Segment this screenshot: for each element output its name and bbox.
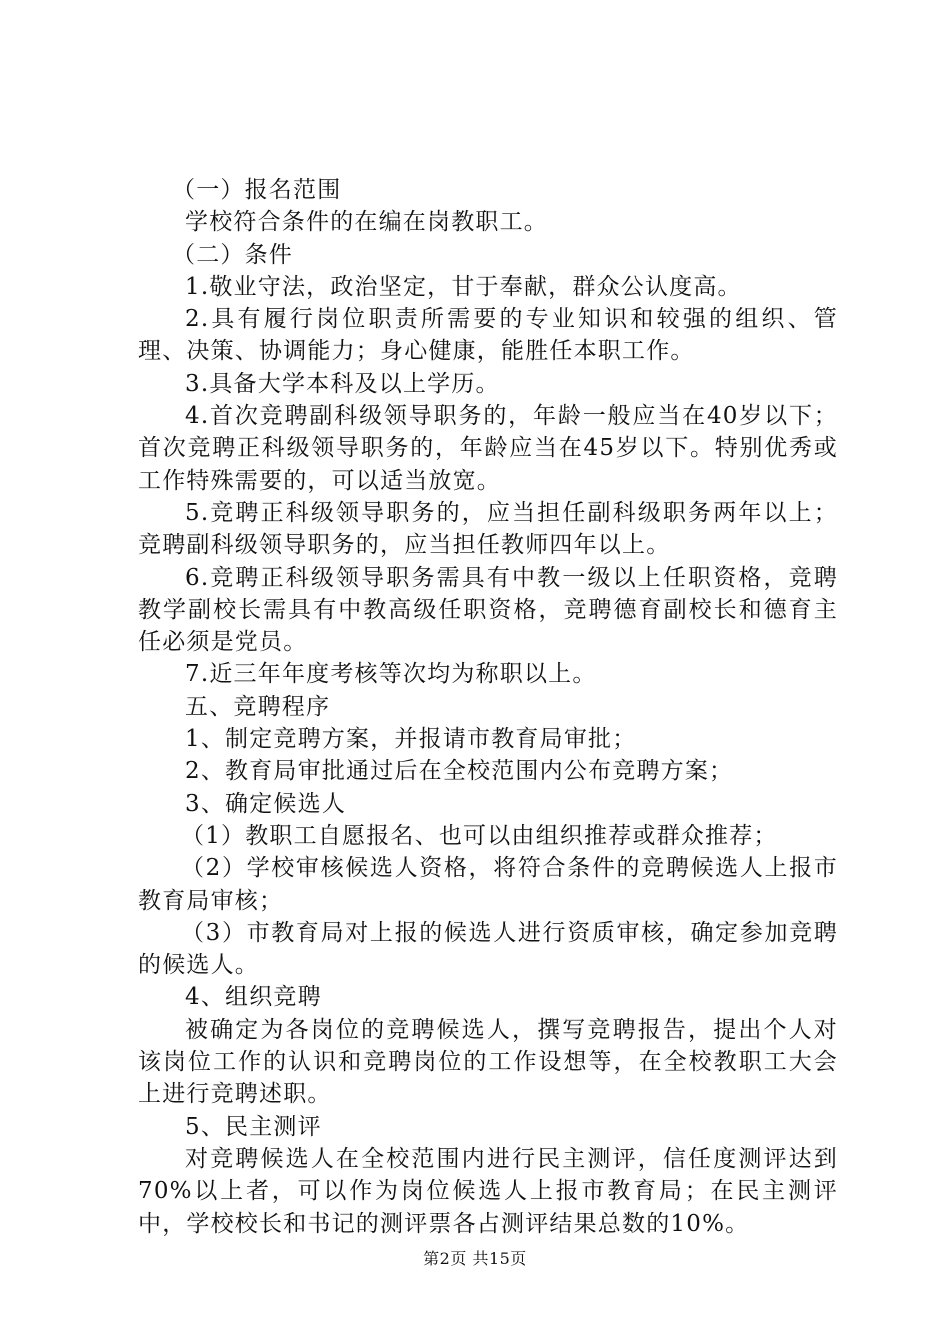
paragraph-condition-6: 6.竞聘正科级领导职务需具有中教一级以上任职资格，竞聘教学副校长需具有中教高级任职资格，竞聘德育副校长和德育主任必须是党员。 xyxy=(138,564,838,656)
paragraph-registration-scope: 学校符合条件的在编在岗教职工。 xyxy=(185,209,548,236)
paragraph-condition-5: 5.竞聘正科级领导职务的，应当担任副科级职务两年以上；竞聘副科级领导职务的，应当担任教师四年以上。 xyxy=(138,499,838,559)
paragraph-procedure-1: 1、制定竞聘方案，并报请市教育局审批； xyxy=(185,726,637,753)
paragraph-procedure-3-1: （1）教职工自愿报名、也可以由组织推荐或群众推荐； xyxy=(181,822,778,849)
document-body xyxy=(138,174,838,1240)
paragraph-condition-7: 7.近三年年度考核等次均为称职以上。 xyxy=(185,661,597,688)
paragraph-condition-4: 4.首次竞聘副科级领导职务的，年龄一般应当在40岁以下；首次竞聘正科级领导职务的，年龄应当在45岁以下。特别优秀或工作特殊需要的，可以适当放宽。 xyxy=(138,403,838,494)
paragraph-registration-scope-heading: （一）报名范围 xyxy=(172,177,342,203)
paragraph-procedure-5-detail: 对竞聘候选人在全校范围内进行民主测评，信任度测评达到70%以上者，可以作为岗位候选人上报市教育局；在民主测评中，学校校长和书记的测评票各占测评结果总数的10%。 xyxy=(138,1145,838,1237)
paragraph-procedure-3-3: （3）市教育局对上报的候选人进行资质审核，确定参加竞聘的候选人。 xyxy=(138,919,838,979)
paragraph-condition-3: 3.具备大学本科及以上学历。 xyxy=(185,370,500,397)
paragraph-condition-2: 2.具有履行岗位职责所需要的专业知识和较强的组织、管理、决策、协调能力；身心健康，能胜任本职工作。 xyxy=(138,306,838,365)
paragraph-procedure-3-2: （2）学校审核候选人资格，将符合条件的竞聘候选人上报市教育局审核； xyxy=(138,855,838,914)
paragraph-condition-1: 1.敬业守法，政治坚定，甘于奉献，群众公认度高。 xyxy=(185,273,742,300)
paragraph-procedure-4-detail: 被确定为各岗位的竞聘候选人，撰写竞聘报告，提出个人对该岗位工作的认识和竞聘岗位的工作设想等，在全校教职工大会上进行竞聘述职。 xyxy=(138,1016,838,1108)
paragraph-procedure-5: 5、民主测评 xyxy=(185,1113,322,1140)
paragraph-conditions-heading: （二）条件 xyxy=(172,241,293,268)
paragraph-procedure-4: 4、组织竞聘 xyxy=(185,984,322,1011)
paragraph-procedure-heading: 五、竞聘程序 xyxy=(185,693,331,720)
paragraph-procedure-3: 3、确定候选人 xyxy=(185,790,347,817)
page-number-footer: 第2页 共15页 xyxy=(423,1249,527,1268)
paragraph-procedure-2: 2、教育局审批通过后在全校范围内公布竞聘方案； xyxy=(185,758,734,785)
